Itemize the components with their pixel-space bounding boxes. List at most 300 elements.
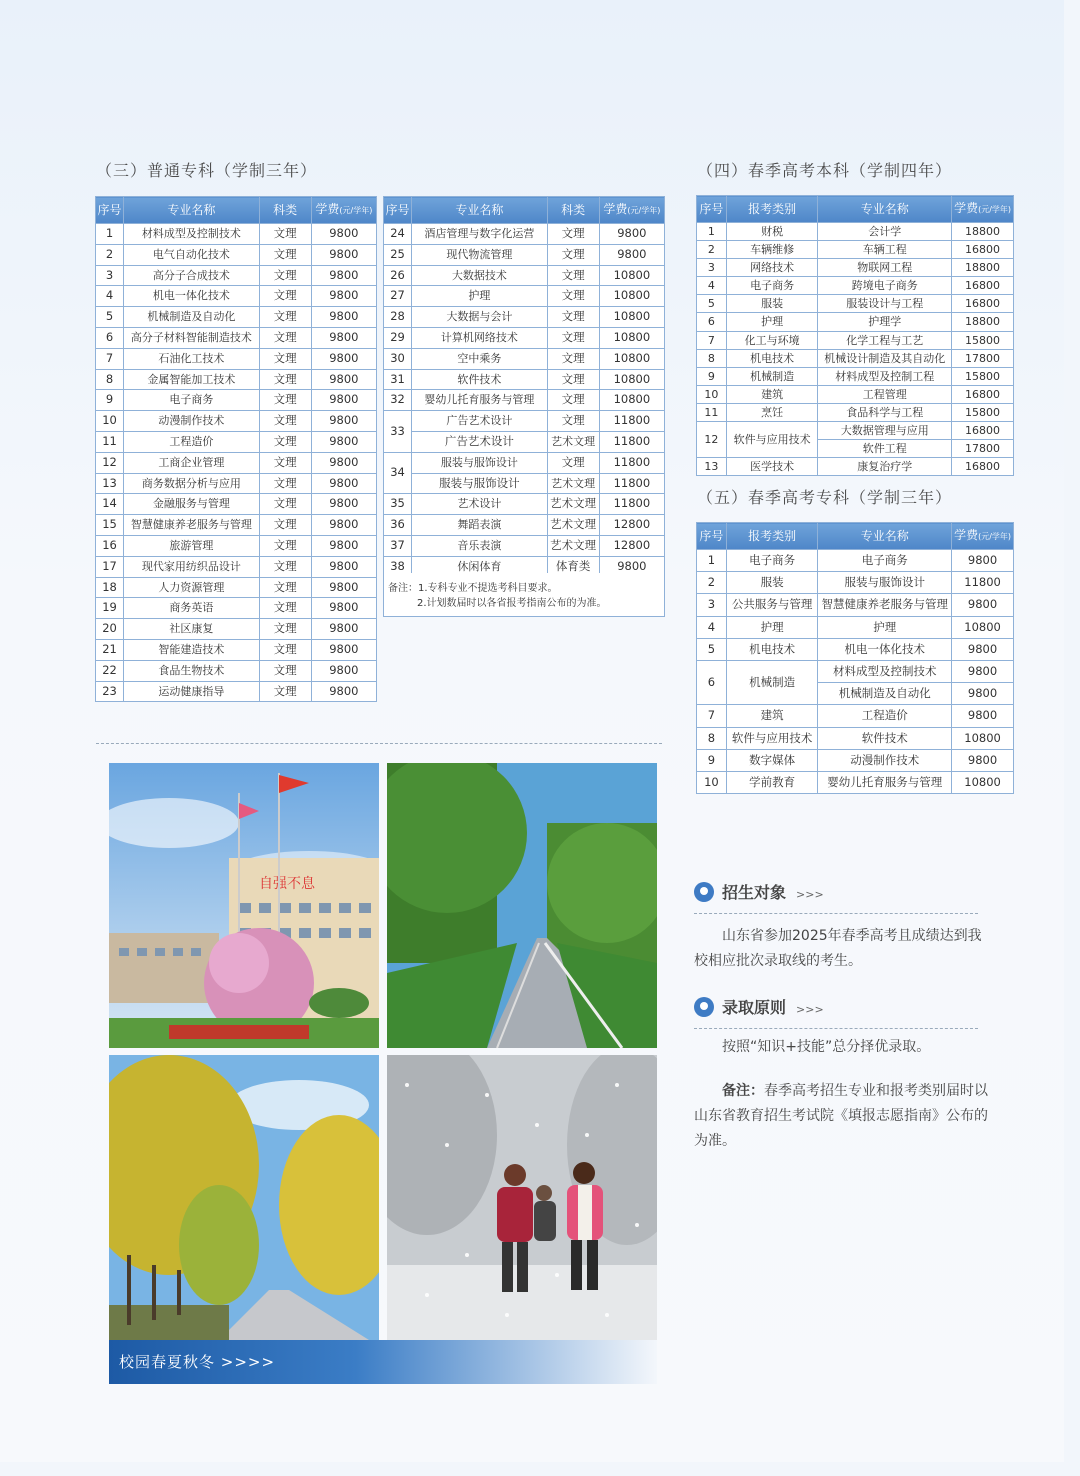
- cell-index: 9: [697, 367, 727, 385]
- section3-table-left: [95, 196, 377, 702]
- cell-index: 15: [96, 515, 124, 536]
- cell-col2: 大数据与会计: [412, 307, 547, 328]
- cell-index: 25: [384, 244, 412, 265]
- cell-index: 32: [384, 390, 412, 411]
- cell-tuition: 11800: [599, 473, 664, 494]
- cell-tuition: 15800: [952, 403, 1014, 421]
- cell-col3: 艺术文理: [547, 431, 599, 452]
- col-header-tuition: 学费(元/学年): [311, 197, 376, 224]
- col-header-index: 序号: [384, 197, 412, 224]
- cell-col2: 护理: [412, 286, 547, 307]
- cell-index: 31: [384, 369, 412, 390]
- col-header-tuition: 学费(元/学年): [952, 523, 1014, 550]
- table-row: [697, 241, 1014, 259]
- badge-icon: [694, 882, 714, 902]
- cell-col3: 文理: [259, 431, 311, 452]
- cell-index: 7: [697, 705, 727, 727]
- table-row: [384, 431, 665, 452]
- cell-tuition: 11800: [599, 494, 664, 515]
- col-header-major: 专业名称: [412, 197, 547, 224]
- table-row: [697, 727, 1014, 749]
- cell-col2: 商务数据分析与应用: [124, 473, 259, 494]
- cell-col3: 艺术文理: [547, 535, 599, 556]
- cell-col2: 服装与服饰设计: [412, 473, 547, 494]
- section5-title: （五）春季高考专科（学制三年）: [697, 488, 953, 507]
- cell-tuition: 9800: [599, 556, 664, 577]
- cell-index: 20: [96, 619, 124, 640]
- cell-col2: 数字媒体: [726, 749, 818, 771]
- table-row: [96, 681, 377, 702]
- cell-col3: 跨境电子商务: [818, 277, 952, 295]
- cell-col3: 文理: [259, 515, 311, 536]
- campus-photo-spring: [109, 763, 379, 1048]
- table-row: [96, 307, 377, 328]
- cell-tuition: 10800: [952, 616, 1014, 638]
- table-row: [697, 349, 1014, 367]
- cell-index: 5: [697, 638, 727, 660]
- campus-caption: 校园春夏秋冬 >>>>: [109, 1340, 657, 1384]
- cell-col3: 文理: [259, 681, 311, 702]
- table-row: [96, 431, 377, 452]
- badge-icon: [694, 997, 714, 1017]
- cell-tuition: 16800: [952, 295, 1014, 313]
- cell-col3: 电子商务: [818, 550, 952, 572]
- cell-tuition: 9800: [311, 556, 376, 577]
- table-row: [384, 286, 665, 307]
- cell-tuition: 12800: [599, 535, 664, 556]
- cell-col2: 护理: [726, 313, 818, 331]
- cell-tuition: 9800: [311, 660, 376, 681]
- cell-index: 9: [697, 749, 727, 771]
- cell-col2: 电子商务: [726, 277, 818, 295]
- cell-index: 10: [96, 411, 124, 432]
- cell-tuition: 9800: [311, 494, 376, 515]
- cell-col3: 文理: [259, 660, 311, 681]
- cell-col3: 材料成型及控制技术: [818, 661, 952, 683]
- table-row: [96, 411, 377, 432]
- cell-col3: 艺术文理: [547, 473, 599, 494]
- cell-tuition: 17800: [952, 349, 1014, 367]
- cell-col3: 文理: [547, 327, 599, 348]
- cell-col2: 智能建造技术: [124, 639, 259, 660]
- cell-col2: 建筑: [726, 705, 818, 727]
- table-row: [384, 515, 665, 536]
- cell-index: 18: [96, 577, 124, 598]
- dashed-divider: [694, 1028, 978, 1029]
- table-row: [697, 331, 1014, 349]
- cell-index: 2: [697, 572, 727, 594]
- cell-col2: 高分子材料智能制造技术: [124, 327, 259, 348]
- cell-index: 33: [384, 411, 412, 453]
- table-row: [697, 749, 1014, 771]
- cell-index: 13: [96, 473, 124, 494]
- table-row: [96, 348, 377, 369]
- cell-tuition: 9800: [952, 749, 1014, 771]
- cell-tuition: 10800: [599, 265, 664, 286]
- cell-index: 8: [96, 369, 124, 390]
- cell-col3: 机械设计制造及其自动化: [818, 349, 952, 367]
- cell-col3: 软件工程: [818, 440, 952, 458]
- cell-col3: 文理: [259, 411, 311, 432]
- cell-col3: 文理: [259, 452, 311, 473]
- section3-title: （三）普通专科（学制三年）: [96, 161, 318, 180]
- cell-col3: 艺术文理: [547, 515, 599, 536]
- col-header-major: 专业名称: [124, 197, 259, 224]
- cell-tuition: 9800: [311, 224, 376, 245]
- cell-col2: 艺术设计: [412, 494, 547, 515]
- cell-col2: 烹饪: [726, 403, 818, 421]
- table-row: [697, 572, 1014, 594]
- cell-index: 5: [697, 295, 727, 313]
- cell-tuition: 9800: [311, 390, 376, 411]
- table-row: [384, 265, 665, 286]
- section3-table-right: [383, 196, 665, 578]
- cell-col2: 医学技术: [726, 458, 818, 476]
- cell-col3: 文理: [259, 348, 311, 369]
- cell-tuition: 11800: [952, 572, 1014, 594]
- cell-col3: 护理: [818, 616, 952, 638]
- cell-index: 22: [96, 660, 124, 681]
- cell-col3: 婴幼儿托育服务与管理: [818, 772, 952, 794]
- cell-tuition: 16800: [952, 241, 1014, 259]
- cell-col3: 工程管理: [818, 385, 952, 403]
- section4-title: （四）春季高考本科（学制四年）: [697, 161, 953, 180]
- cell-col2: 工程造价: [124, 431, 259, 452]
- cell-tuition: 10800: [952, 772, 1014, 794]
- cell-col3: 文理: [259, 619, 311, 640]
- cell-col2: 机械制造: [726, 661, 818, 705]
- cell-index: 21: [96, 639, 124, 660]
- cell-col3: 文理: [547, 244, 599, 265]
- cell-index: 26: [384, 265, 412, 286]
- cell-index: 4: [697, 616, 727, 638]
- cell-col3: 机电一体化技术: [818, 638, 952, 660]
- cell-col2: 建筑: [726, 385, 818, 403]
- table-row: [697, 422, 1014, 440]
- cell-col3: 文理: [547, 307, 599, 328]
- cell-col2: 软件与应用技术: [726, 727, 818, 749]
- cell-index: 16: [96, 535, 124, 556]
- cell-tuition: 9800: [311, 286, 376, 307]
- table-row: [384, 307, 665, 328]
- footnote: 备注：春季高考招生专业和报考类别届时以山东省教育招生考试院《填报志愿指南》公布的为准。: [694, 1083, 988, 1149]
- cell-tuition: 9800: [311, 411, 376, 432]
- cell-tuition: 9800: [952, 705, 1014, 727]
- cell-col3: 文理: [259, 390, 311, 411]
- cell-col2: 学前教育: [726, 772, 818, 794]
- cell-index: 10: [697, 385, 727, 403]
- cell-col3: 食品科学与工程: [818, 403, 952, 421]
- cell-index: 35: [384, 494, 412, 515]
- table-row: [96, 535, 377, 556]
- cell-tuition: 9800: [952, 594, 1014, 616]
- campus-photo-autumn: [109, 1055, 379, 1340]
- cell-tuition: 16800: [952, 385, 1014, 403]
- col-header-index: 序号: [96, 197, 124, 224]
- cell-col3: 文理: [259, 535, 311, 556]
- cell-col3: 文理: [259, 369, 311, 390]
- cell-col3: 会计学: [818, 223, 952, 241]
- cell-col2: 网络技术: [726, 259, 818, 277]
- target-text: 山东省参加2025年春季高考且成绩达到我校相应批次录取线的考生。: [694, 928, 982, 969]
- table-row: [697, 403, 1014, 421]
- cell-index: 9: [96, 390, 124, 411]
- section3-note-2: 2.计划数届时以各省报考指南公布的为准。: [417, 598, 607, 609]
- cell-tuition: 9800: [952, 661, 1014, 683]
- col-header-major: 专业名称: [818, 196, 952, 223]
- cell-col2: 护理: [726, 616, 818, 638]
- cell-tuition: 10800: [599, 369, 664, 390]
- cell-tuition: 18800: [952, 259, 1014, 277]
- cell-col2: 舞蹈表演: [412, 515, 547, 536]
- cell-col3: 大数据管理与应用: [818, 422, 952, 440]
- cell-index: 6: [697, 661, 727, 705]
- cell-index: 12: [697, 422, 727, 458]
- cell-col2: 广告艺术设计: [412, 431, 547, 452]
- cell-index: 36: [384, 515, 412, 536]
- table-row: [384, 348, 665, 369]
- cell-index: 2: [96, 244, 124, 265]
- cell-col2: 金融服务与管理: [124, 494, 259, 515]
- building-sign: 自强不息: [259, 876, 315, 892]
- cell-col2: 音乐表演: [412, 535, 547, 556]
- cell-col3: 文理: [259, 473, 311, 494]
- cell-index: 7: [96, 348, 124, 369]
- cell-col2: 现代家用纺织品设计: [124, 556, 259, 577]
- cell-col2: 电气自动化技术: [124, 244, 259, 265]
- table-row: [96, 473, 377, 494]
- cell-index: 24: [384, 224, 412, 245]
- dashed-divider: [96, 743, 662, 744]
- cell-col2: 软件与应用技术: [726, 422, 818, 458]
- cell-col2: 机械制造: [726, 367, 818, 385]
- cell-col2: 机电技术: [726, 638, 818, 660]
- cell-index: 11: [697, 403, 727, 421]
- cell-index: 12: [96, 452, 124, 473]
- cell-tuition: 16800: [952, 458, 1014, 476]
- table-row: [697, 313, 1014, 331]
- cell-col2: 服装: [726, 572, 818, 594]
- cell-col2: 商务英语: [124, 598, 259, 619]
- cell-tuition: 12800: [599, 515, 664, 536]
- cell-col2: 高分子合成技术: [124, 265, 259, 286]
- cell-col2: 机械制造及自动化: [124, 307, 259, 328]
- cell-tuition: 9800: [311, 452, 376, 473]
- cell-index: 8: [697, 727, 727, 749]
- col-header-tuition: 学费(元/学年): [599, 197, 664, 224]
- cell-index: 6: [96, 327, 124, 348]
- cell-index: 1: [697, 223, 727, 241]
- cell-tuition: 9800: [311, 369, 376, 390]
- cell-tuition: 9800: [311, 639, 376, 660]
- cell-index: 1: [697, 550, 727, 572]
- cell-index: 4: [697, 277, 727, 295]
- table-row: [697, 458, 1014, 476]
- cell-tuition: 15800: [952, 331, 1014, 349]
- col-header-index: 序号: [697, 196, 727, 223]
- cell-col2: 电子商务: [726, 550, 818, 572]
- cell-col3: 文理: [547, 452, 599, 473]
- cell-col2: 空中乘务: [412, 348, 547, 369]
- table-row: [96, 577, 377, 598]
- table-row: [96, 598, 377, 619]
- cell-col3: 服装设计与工程: [818, 295, 952, 313]
- cell-col3: 机械制造及自动化: [818, 683, 952, 705]
- cell-index: 4: [96, 286, 124, 307]
- cell-col2: 工商企业管理: [124, 452, 259, 473]
- cell-col2: 休闲体育: [412, 556, 547, 577]
- table-row: [96, 390, 377, 411]
- cell-col2: 软件技术: [412, 369, 547, 390]
- cell-col3: 工程造价: [818, 705, 952, 727]
- cell-tuition: 9800: [311, 265, 376, 286]
- table-row: [697, 223, 1014, 241]
- cell-tuition: 11800: [599, 452, 664, 473]
- cell-col2: 金属智能加工技术: [124, 369, 259, 390]
- cell-index: 38: [384, 556, 412, 577]
- cell-tuition: 11800: [599, 431, 664, 452]
- cell-col2: 机电一体化技术: [124, 286, 259, 307]
- table-row: [384, 390, 665, 411]
- cell-index: 2: [697, 241, 727, 259]
- table-row: [96, 286, 377, 307]
- cell-col2: 服装与服饰设计: [412, 452, 547, 473]
- table-row: [384, 369, 665, 390]
- cell-index: 1: [96, 224, 124, 245]
- cell-tuition: 10800: [599, 390, 664, 411]
- cell-tuition: 9800: [599, 244, 664, 265]
- col-header-category: 科类: [547, 197, 599, 224]
- cell-index: 3: [96, 265, 124, 286]
- cell-tuition: 10800: [599, 286, 664, 307]
- cell-col3: 文理: [547, 369, 599, 390]
- cell-tuition: 18800: [952, 223, 1014, 241]
- cell-tuition: 9800: [311, 681, 376, 702]
- cell-col3: 康复治疗学: [818, 458, 952, 476]
- cell-index: 10: [697, 772, 727, 794]
- table-row: [96, 369, 377, 390]
- cell-index: 5: [96, 307, 124, 328]
- cell-col3: 文理: [259, 307, 311, 328]
- cell-col2: 酒店管理与数字化运营: [412, 224, 547, 245]
- table-row: [96, 244, 377, 265]
- table-row: [384, 494, 665, 515]
- table-row: [96, 556, 377, 577]
- cell-tuition: 9800: [952, 683, 1014, 705]
- table-row: [96, 452, 377, 473]
- table-row: [96, 660, 377, 681]
- cell-index: 27: [384, 286, 412, 307]
- table-row: [697, 661, 1014, 683]
- cell-col3: 护理学: [818, 313, 952, 331]
- cell-index: 28: [384, 307, 412, 328]
- cell-index: 7: [697, 331, 727, 349]
- cell-col3: 文理: [547, 390, 599, 411]
- col-header-major: 专业名称: [818, 523, 952, 550]
- cell-col2: 广告艺术设计: [412, 411, 547, 432]
- cell-col2: 旅游管理: [124, 535, 259, 556]
- col-header-index: 序号: [697, 523, 727, 550]
- cell-col3: 文理: [259, 577, 311, 598]
- table-row: [96, 494, 377, 515]
- table-row: [697, 367, 1014, 385]
- cell-col2: 材料成型及控制技术: [124, 224, 259, 245]
- col-header-exam-category: 报考类别: [726, 196, 818, 223]
- cell-index: 11: [96, 431, 124, 452]
- cell-col2: 食品生物技术: [124, 660, 259, 681]
- target-heading: 招生对象 >>>: [694, 880, 824, 903]
- principle-text: 按照“知识+技能”总分择优录取。: [722, 1039, 931, 1055]
- cell-index: 3: [697, 594, 727, 616]
- cell-col3: 文理: [259, 224, 311, 245]
- cell-tuition: 15800: [952, 367, 1014, 385]
- cell-col3: 文理: [547, 348, 599, 369]
- table-row: [697, 638, 1014, 660]
- table-row: [96, 224, 377, 245]
- cell-col2: 运动健康指导: [124, 681, 259, 702]
- table-row: [697, 616, 1014, 638]
- cell-col3: 文理: [259, 244, 311, 265]
- table-row: [96, 265, 377, 286]
- principle-heading: 录取原则 >>>: [694, 995, 824, 1018]
- cell-index: 23: [96, 681, 124, 702]
- cell-tuition: 9800: [311, 431, 376, 452]
- cell-col2: 电子商务: [124, 390, 259, 411]
- cell-tuition: 16800: [952, 277, 1014, 295]
- cell-tuition: 9800: [311, 535, 376, 556]
- cell-tuition: 11800: [599, 411, 664, 432]
- cell-col2: 人力资源管理: [124, 577, 259, 598]
- cell-col3: 文理: [547, 265, 599, 286]
- col-header-category: 科类: [259, 197, 311, 224]
- cell-col2: 服装: [726, 295, 818, 313]
- cell-index: 34: [384, 452, 412, 494]
- cell-col3: 体育类: [547, 556, 599, 577]
- cell-col3: 文理: [259, 265, 311, 286]
- cell-col3: 文理: [547, 411, 599, 432]
- cell-col2: 社区康复: [124, 619, 259, 640]
- col-header-tuition: 学费(元/学年): [952, 196, 1014, 223]
- cell-tuition: 9800: [311, 619, 376, 640]
- cell-col3: 文理: [547, 224, 599, 245]
- cell-col3: 软件技术: [818, 727, 952, 749]
- dashed-divider: [694, 913, 978, 914]
- table-row: [96, 619, 377, 640]
- cell-index: 13: [697, 458, 727, 476]
- campus-photo-summer: [387, 763, 657, 1048]
- cell-index: 19: [96, 598, 124, 619]
- table-row: [96, 327, 377, 348]
- table-row: [384, 244, 665, 265]
- cell-col2: 现代物流管理: [412, 244, 547, 265]
- cell-col2: 动漫制作技术: [124, 411, 259, 432]
- table-row: [697, 594, 1014, 616]
- cell-tuition: 9800: [311, 515, 376, 536]
- cell-col3: 文理: [259, 494, 311, 515]
- cell-tuition: 10800: [952, 727, 1014, 749]
- table-row: [697, 277, 1014, 295]
- cell-index: 6: [697, 313, 727, 331]
- cell-col3: 文理: [547, 286, 599, 307]
- cell-col3: 化学工程与工艺: [818, 331, 952, 349]
- cell-tuition: 10800: [599, 307, 664, 328]
- table-row: [384, 411, 665, 432]
- table-row: [96, 515, 377, 536]
- cell-col3: 材料成型及控制工程: [818, 367, 952, 385]
- table-row: [697, 705, 1014, 727]
- cell-col3: 服装与服饰设计: [818, 572, 952, 594]
- table-row: [697, 295, 1014, 313]
